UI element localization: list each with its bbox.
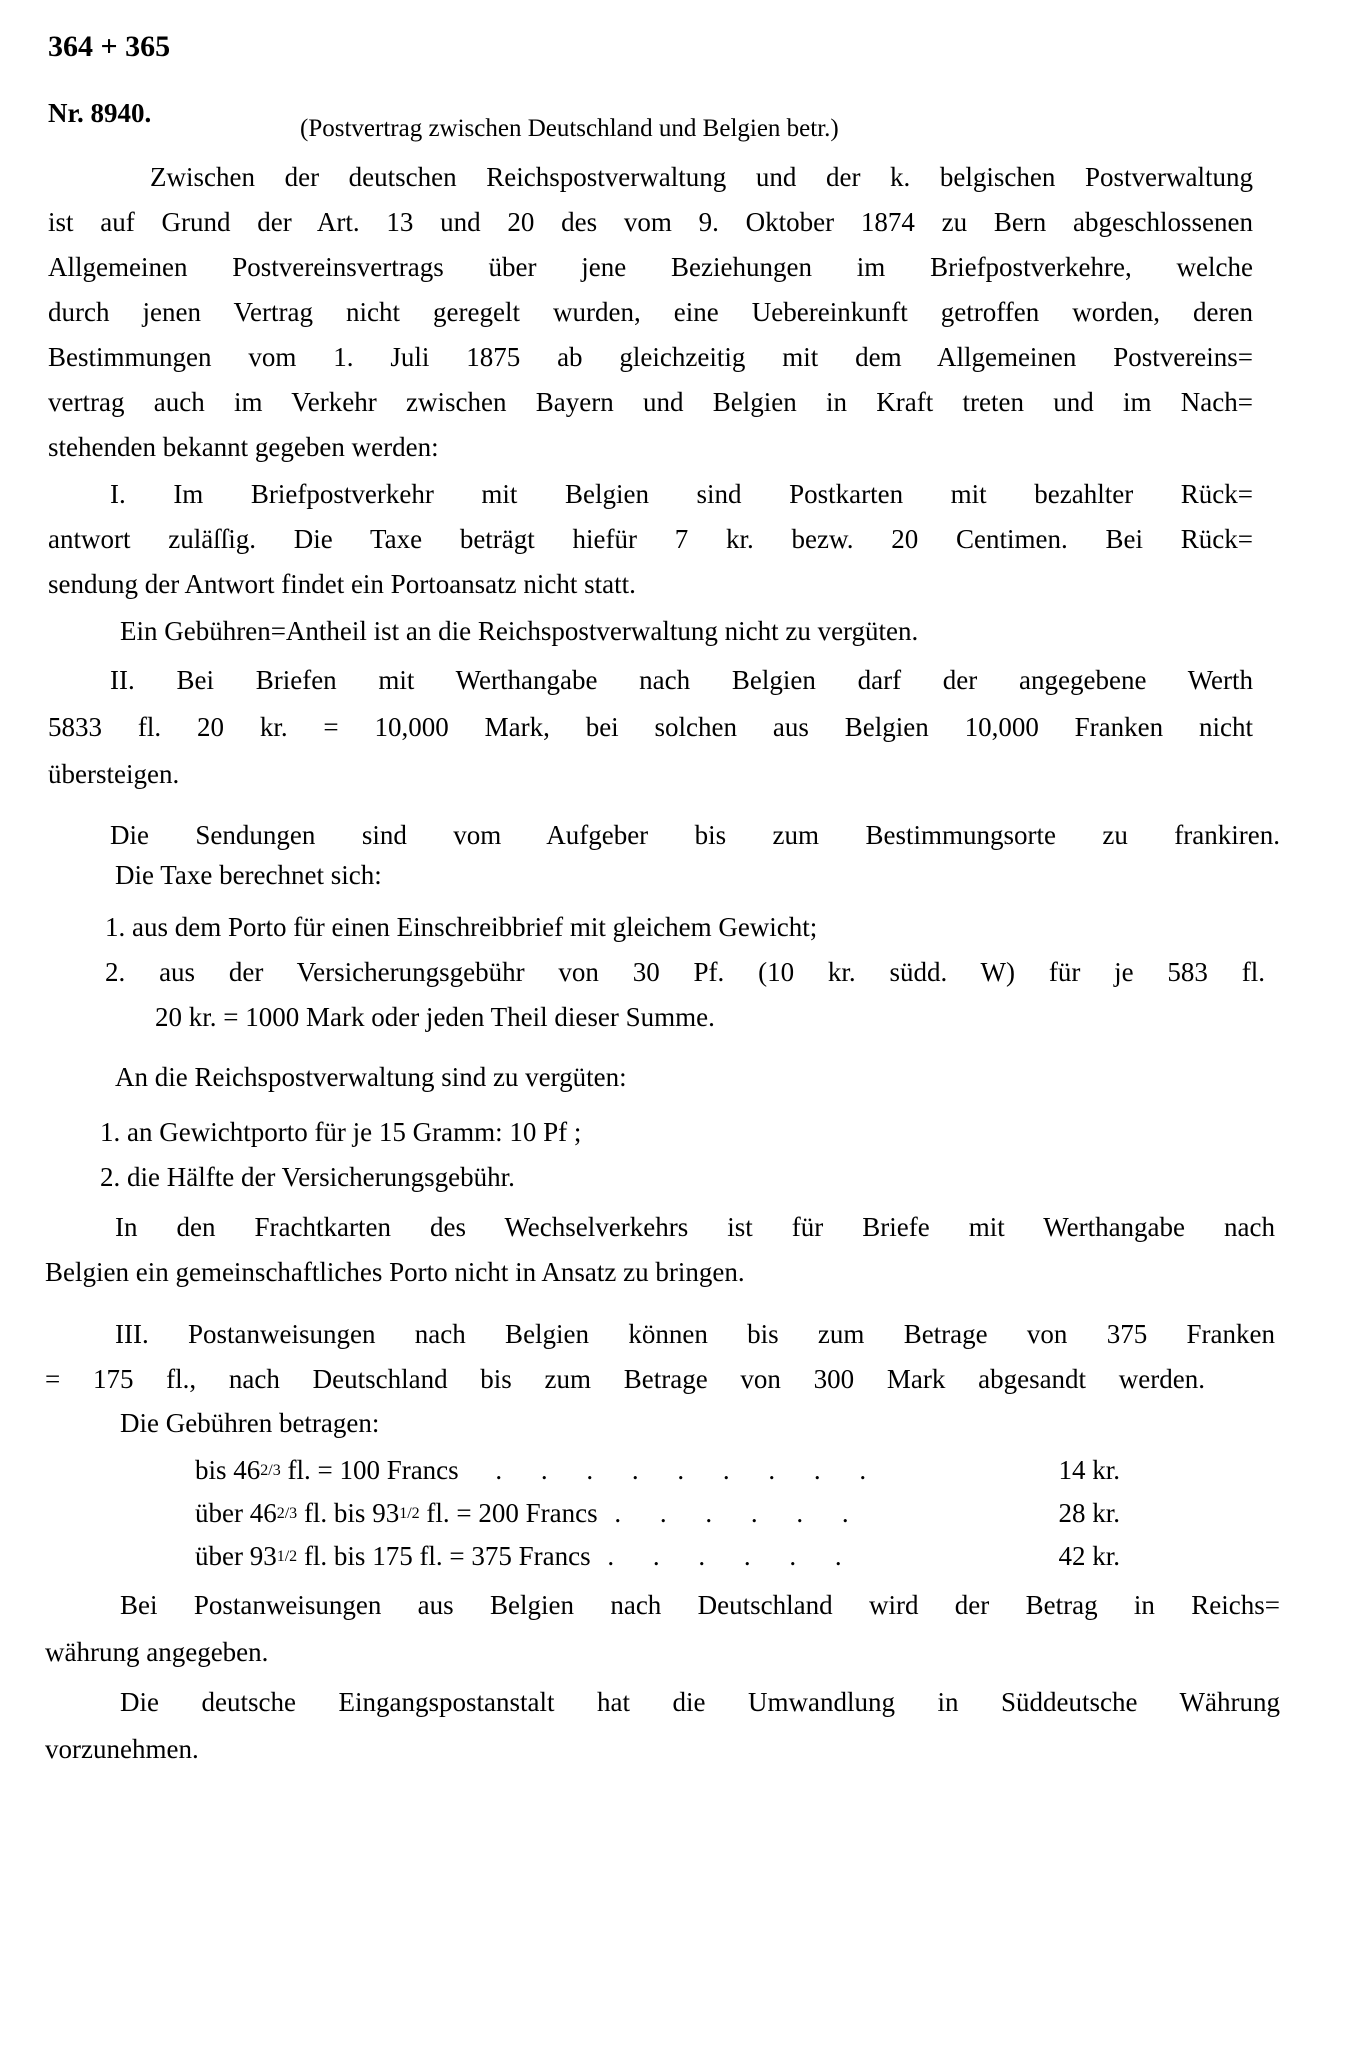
dot-leader: . . . . . .: [607, 1541, 858, 1571]
fee-condition: über 93: [195, 1541, 277, 1571]
list-item: 2. aus der Versicherungsgebühr von 30 Pf. (10 kr. südd. W) für je 583 fl.: [105, 957, 1265, 987]
text-line: vertrag auch im Verkehr zwischen Bayern und Belgien in Kraft treten und im Nach=: [48, 387, 1253, 417]
document-subtitle: (Postvertrag zwischen Deutschland und Belgien betr.): [300, 115, 839, 142]
list-item: 1. aus dem Porto für einen Einschreibbrief mit gleichem Gewicht;: [105, 912, 818, 942]
text-line: sendung der Antwort findet ein Portoansatz nicht statt.: [48, 569, 636, 599]
fee-fraction: 2/3: [260, 1462, 281, 1479]
text-line: An die Reichspostverwaltung sind zu vergüten:: [115, 1062, 627, 1092]
fee-condition-rest: fl. = 200 Francs: [419, 1498, 598, 1528]
fee-fraction: 2/3: [276, 1505, 298, 1522]
text-line: vorzunehmen.: [45, 1734, 199, 1764]
fee-amount: 42 kr.: [1058, 1541, 1120, 1571]
dot-leader: . . . . . . . . .: [495, 1455, 883, 1485]
list-item: 1. an Gewichtporto für je 15 Gramm: 10 Pf ;: [100, 1117, 582, 1147]
dot-leader: . . . . . .: [614, 1498, 865, 1528]
text-line: Belgien ein gemeinschaftliches Porto nicht in Ansatz zu bringen.: [45, 1257, 745, 1287]
text-line: antwort zuläſſig. Die Taxe beträgt hiefür 7 kr. bezw. 20 Centimen. Bei Rück=: [48, 524, 1253, 554]
section-heading-line: III. Postanweisungen nach Belgien können bis zum Betrage von 375 Franken: [115, 1319, 1275, 1349]
text-line: Bei Postanweisungen aus Belgien nach Deutschland wird der Betrag in Reichs=: [120, 1590, 1280, 1620]
text-line: Die Taxe berechnet sich:: [115, 860, 382, 890]
text-line: Ein Gebühren=Antheil ist an die Reichspostverwaltung nicht zu vergüten.: [120, 616, 919, 646]
fee-amount: 14 kr.: [1058, 1455, 1120, 1485]
text-line: übersteigen.: [48, 759, 180, 789]
fee-condition: über 46: [195, 1498, 277, 1528]
fee-row: [195, 1539, 858, 1574]
section-heading-line: II. Bei Briefen mit Werthangabe nach Belgien darf der angegebene Werth: [110, 665, 1253, 695]
text-line: Die Sendungen sind vom Aufgeber bis zum Bestimmungsorte zu frankiren.: [110, 820, 1280, 850]
fee-condition: bis 46: [195, 1455, 261, 1485]
section-heading-line: I. Im Briefpostverkehr mit Belgien sind Postkarten mit bezahlter Rück=: [110, 479, 1253, 509]
list-item: 20 kr. = 1000 Mark oder jeden Theil dieser Summe.: [155, 1002, 715, 1032]
fee-fraction: 1/2: [399, 1505, 420, 1522]
text-line: Zwischen der deutschen Reichspostverwaltung und der k. belgischen Postverwaltung: [150, 162, 1253, 192]
list-item: 2. die Hälfte der Versicherungsgebühr.: [100, 1162, 515, 1192]
fee-condition-rest: fl. bis 175 fl. = 375 Francs: [297, 1541, 591, 1571]
text-line: durch jenen Vertrag nicht geregelt wurden, eine Uebereinkunft getroffen worden, deren: [48, 297, 1253, 327]
document-number: Nr. 8940.: [48, 98, 152, 128]
text-line: Bestimmungen vom 1. Juli 1875 ab gleichzeitig mit dem Allgemeinen Postvereins=: [48, 342, 1253, 372]
fee-fraction: 1/2: [276, 1548, 298, 1565]
fee-amount: 28 kr.: [1058, 1498, 1120, 1528]
text-line: ist auf Grund der Art. 13 und 20 des vom 9. Oktober 1874 zu Bern abgeschlossenen: [48, 207, 1253, 237]
text-line: 5833 fl. 20 kr. = 10,000 Mark, bei solchen aus Belgien 10,000 Franken nicht: [48, 712, 1253, 742]
fee-row: [195, 1496, 865, 1531]
text-line: Die deutsche Eingangspostanstalt hat die Umwandlung in Süddeutsche Währung: [120, 1687, 1280, 1717]
fee-condition-rest: fl. = 100 Francs: [280, 1455, 459, 1485]
fee-row: [195, 1453, 882, 1488]
text-line: stehenden bekannt gegeben werden:: [48, 432, 439, 462]
text-line: = 175 fl., nach Deutschland bis zum Betrage von 300 Mark abgesandt werden.: [45, 1364, 1205, 1394]
text-line: währung angegeben.: [45, 1637, 269, 1667]
fee-condition-rest: fl. bis 93: [297, 1498, 400, 1528]
text-line: Allgemeinen Postvereinsvertrags über jene Beziehungen im Briefpostverkehre, welche: [48, 252, 1253, 282]
text-line: In den Frachtkarten des Wechselverkehrs ist für Briefe mit Werthangabe nach: [115, 1212, 1275, 1242]
page-range: 364 + 365: [48, 30, 171, 63]
text-line: Die Gebühren betragen:: [120, 1408, 380, 1438]
